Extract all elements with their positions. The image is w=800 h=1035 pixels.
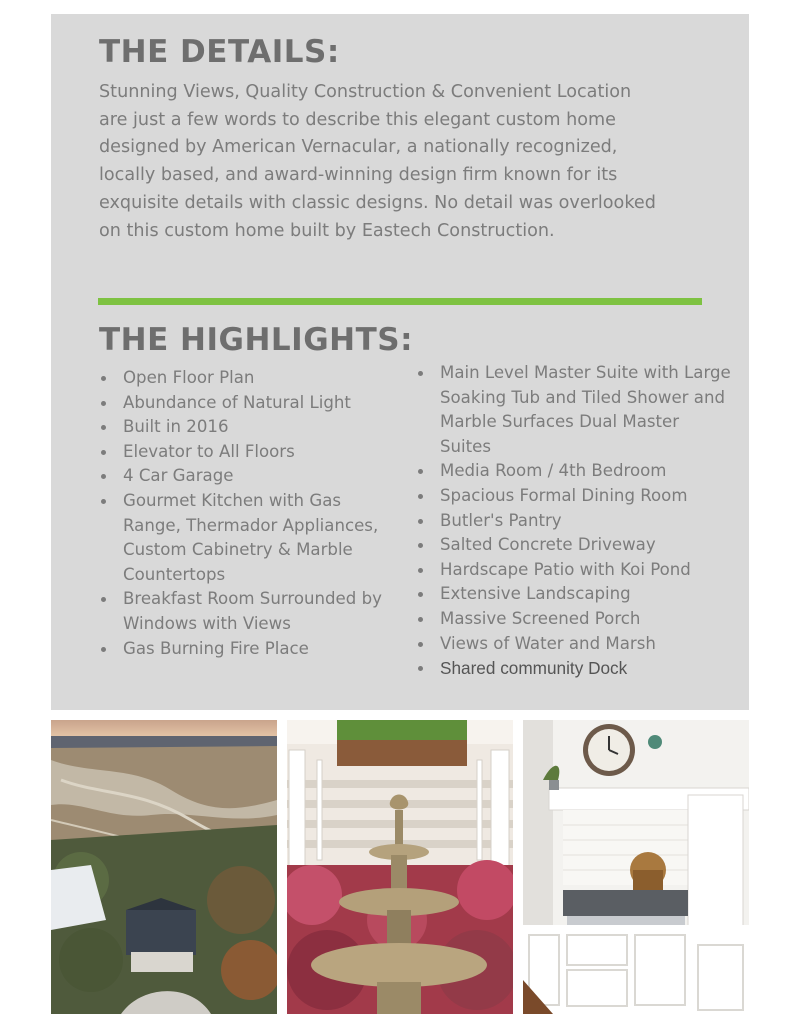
list-item: Abundance of Natural Light xyxy=(99,391,399,416)
list-item: Built in 2016 xyxy=(99,415,399,440)
list-item: Spacious Formal Dining Room xyxy=(416,484,734,509)
details-description: Stunning Views, Quality Construction & Convenient Location are just a few words to describe this elegant custom home designed by American Vernacular, a nationally recognized, locally based, and award-winning design firm known for its exquisite details with classic designs. No detail was overlooked on this custom home built by Eastech Construction. xyxy=(99,82,656,241)
list-item: Extensive Landscaping xyxy=(416,582,734,607)
details-panel xyxy=(51,14,749,710)
highlights-list-left xyxy=(99,366,399,661)
highlights-list-right xyxy=(416,361,734,681)
list-item: Salted Concrete Driveway xyxy=(416,533,734,558)
aerial-marsh-photo xyxy=(51,720,277,1014)
list-item: Butler's Pantry xyxy=(416,509,734,534)
green-divider xyxy=(98,298,702,305)
list-item: Hardscape Patio with Koi Pond xyxy=(416,558,734,583)
list-item: Massive Screened Porch xyxy=(416,607,734,632)
list-item: Gourmet Kitchen with Gas Range, Thermador Appliances, Custom Cabinetry & Marble Countertops xyxy=(99,489,399,587)
list-item: 4 Car Garage xyxy=(99,464,399,489)
list-item: Media Room / 4th Bedroom xyxy=(416,459,734,484)
list-item: Gas Burning Fire Place xyxy=(99,637,399,662)
list-item: Elevator to All Floors xyxy=(99,440,399,465)
list-item: Open Floor Plan xyxy=(99,366,399,391)
kitchen-photo xyxy=(523,720,749,1014)
list-item: Main Level Master Suite with Large Soaking Tub and Tiled Shower and Marble Surfaces Dual Master Suites xyxy=(416,361,734,459)
fountain-photo xyxy=(287,720,513,1014)
highlights-title: THE HIGHLIGHTS: xyxy=(99,322,413,358)
list-item: Views of Water and Marsh xyxy=(416,632,734,657)
list-item: Breakfast Room Surrounded by Windows with Views xyxy=(99,587,399,636)
details-title: THE DETAILS: xyxy=(99,34,340,70)
list-item: Shared community Dock xyxy=(416,656,734,681)
